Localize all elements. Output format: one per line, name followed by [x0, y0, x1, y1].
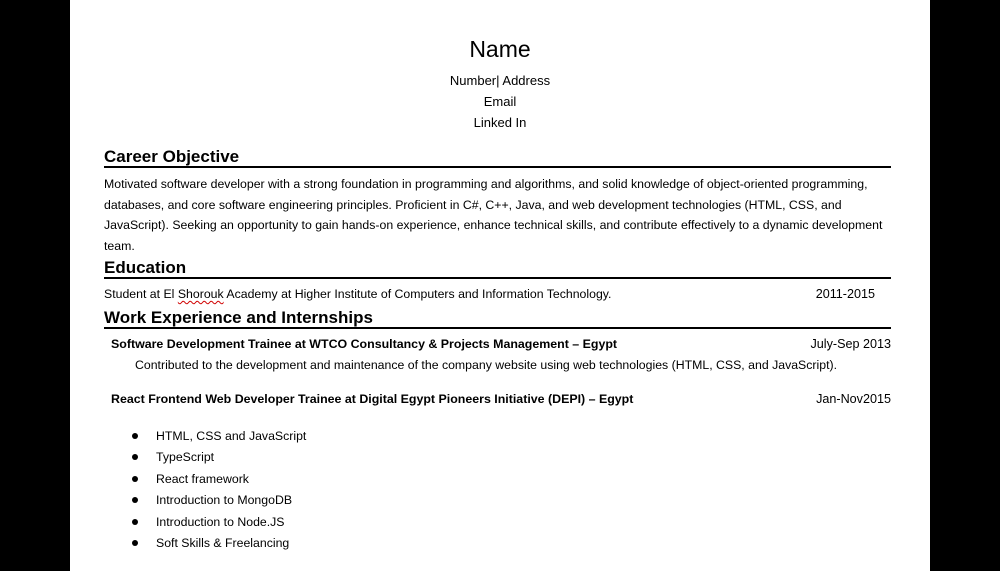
skills-list	[128, 426, 306, 554]
skill-label: Introduction to Node.JS	[156, 514, 285, 529]
education-entry	[104, 287, 611, 301]
job-description-1: Contributed to the development and maintenance of the company website using web technologies (HTML, CSS, and JavaScript).	[135, 358, 837, 372]
list-item	[128, 512, 306, 533]
career-objective-paragraph: Motivated software developer with a strong foundation in programming and algorithms, and solid knowledge of object-oriented programming, databases, and core software engineering principles. Proficient in C#, C++, Java, and web development technologies (HTML, CSS, and JavaScript). Seeking an opportunity to gain hands-on experience, enhance technical skills, and contribute effectively to a dynamic development team.	[104, 177, 883, 253]
work-experience-heading: Work Experience and Internships	[104, 308, 373, 327]
contact-linkedin: Linked In	[473, 115, 527, 130]
bullet-icon	[132, 540, 138, 546]
education-suffix: Academy at Higher Institute of Computers and Information Technology.	[223, 287, 612, 301]
bullet-icon	[132, 497, 138, 503]
bullet-icon	[132, 433, 138, 439]
list-item	[128, 533, 306, 554]
section-divider	[104, 166, 891, 168]
skill-label: Soft Skills & Freelancing	[156, 535, 290, 550]
bullet-icon	[132, 454, 138, 460]
section-divider	[104, 327, 891, 329]
contact-number-address: Number| Address	[449, 73, 551, 88]
skill-label: React framework	[156, 471, 249, 486]
education-heading: Education	[104, 258, 187, 277]
skill-label: Introduction to MongoDB	[156, 493, 293, 508]
skill-label: HTML, CSS and JavaScript	[156, 429, 307, 443]
resume-name: Name	[469, 36, 531, 62]
job-date-2: Jan-Nov2015	[816, 392, 891, 406]
contact-email: Email	[483, 94, 517, 109]
education-years: 2011-2015	[815, 287, 875, 301]
list-item	[128, 447, 306, 468]
list-item	[128, 490, 306, 511]
job-title-2: React Frontend Web Developer Trainee at Digital Egypt Pioneers Initiative (DEPI) – Egypt	[111, 392, 634, 406]
job-date-1: July-Sep 2013	[810, 337, 891, 351]
career-objective-heading: Career Objective	[104, 147, 240, 166]
section-divider	[104, 277, 891, 279]
education-school-word: Shorouk	[177, 287, 224, 301]
bullet-icon	[132, 519, 138, 525]
job-title-1: Software Development Trainee at WTCO Consultancy & Projects Management – Egypt	[111, 337, 618, 351]
bullet-icon	[132, 476, 138, 482]
resume-page	[70, 0, 930, 571]
skill-label: TypeScript	[156, 450, 215, 465]
list-item	[128, 426, 306, 447]
education-prefix: Student at El	[104, 287, 178, 301]
list-item	[128, 469, 306, 490]
